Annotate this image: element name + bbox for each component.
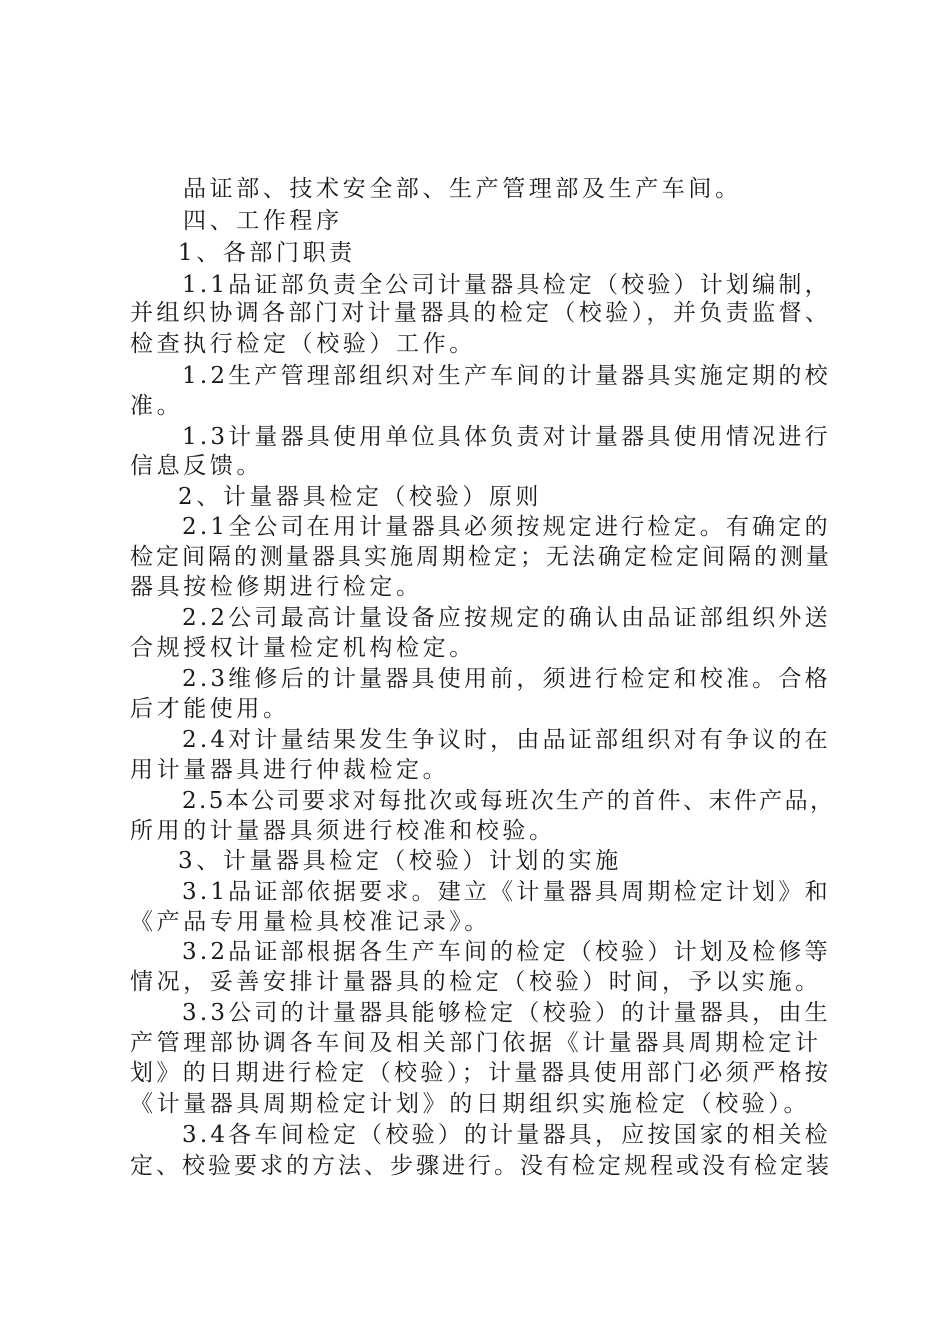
text-line: 合规授权计量检定机构检定。 <box>130 635 476 661</box>
text-line: 1.1品证部负责全公司计量器具检定（校验）计划编制， <box>182 272 831 298</box>
subsection-heading: 1、各部门职责 <box>178 240 356 266</box>
text-line: 《计量器具周期检定计划》的日期组织实施检定（校验）。 <box>130 1091 811 1117</box>
text-line: 3.4各车间检定（校验）的计量器具，应按国家的相关检 <box>182 1122 831 1148</box>
text-line: 品证部、技术安全部、生产管理部及生产车间。 <box>183 176 742 202</box>
text-line: 后才能使用。 <box>130 696 290 722</box>
text-line: 2.4对计量结果发生争议时，由品证部组织对有争议的在 <box>182 727 831 753</box>
text-line: 产管理部协调各车间及相关部门依据《计量器具周期检定计 <box>130 1030 822 1056</box>
subsection-heading: 2、计量器具检定（校验）原则 <box>178 484 543 510</box>
section-heading: 四、工作程序 <box>183 208 343 234</box>
text-line: 定、校验要求的方法、步骤进行。没有检定规程或没有检定装 <box>130 1153 832 1179</box>
text-line: 1.2生产管理部组织对生产车间的计量器具实施定期的校 <box>182 363 831 389</box>
text-line: 情况，妥善安排计量器具的检定（校验）时间，予以实施。 <box>130 969 822 995</box>
text-line: 2.5本公司要求对每批次或每班次生产的首件、末件产品， <box>182 788 836 814</box>
text-line: 用计量器具进行仲裁检定。 <box>130 757 450 783</box>
text-line: 准。 <box>130 393 184 419</box>
subsection-heading: 3、计量器具检定（校验）计划的实施 <box>178 848 622 874</box>
text-line: 所用的计量器具须进行校准和校验。 <box>130 818 556 844</box>
text-line: 检定间隔的测量器具实施周期检定；无法确定检定间隔的测量 <box>130 544 832 570</box>
text-line: 并组织协调各部门对计量器具的检定（校验），并负责监督、 <box>130 300 832 326</box>
text-line: 2.2公司最高计量设备应按规定的确认由品证部组织外送 <box>182 605 831 631</box>
text-line: 划》的日期进行检定（校验）；计量器具使用部门必须严格按 <box>130 1060 832 1086</box>
text-line: 3.2品证部根据各生产车间的检定（校验）计划及检修等 <box>182 939 831 965</box>
text-line: 2.1全公司在用计量器具必须按规定进行检定。有确定的 <box>182 514 831 540</box>
text-line: 器具按检修期进行检定。 <box>130 574 423 600</box>
text-line: 检查执行检定（校验）工作。 <box>130 331 476 357</box>
text-line: 2.3维修后的计量器具使用前，须进行检定和校准。合格 <box>182 666 831 692</box>
text-line: 3.1品证部依据要求。建立《计量器具周期检定计划》和 <box>182 879 831 905</box>
text-line: 3.3公司的计量器具能够检定（校验）的计量器具，由生 <box>182 1000 831 1026</box>
text-line: 信息反馈。 <box>130 453 263 479</box>
text-line: 1.3计量器具使用单位具体负责对计量器具使用情况进行 <box>182 424 831 450</box>
text-line: 《产品专用量检具校准记录》。 <box>130 909 491 935</box>
